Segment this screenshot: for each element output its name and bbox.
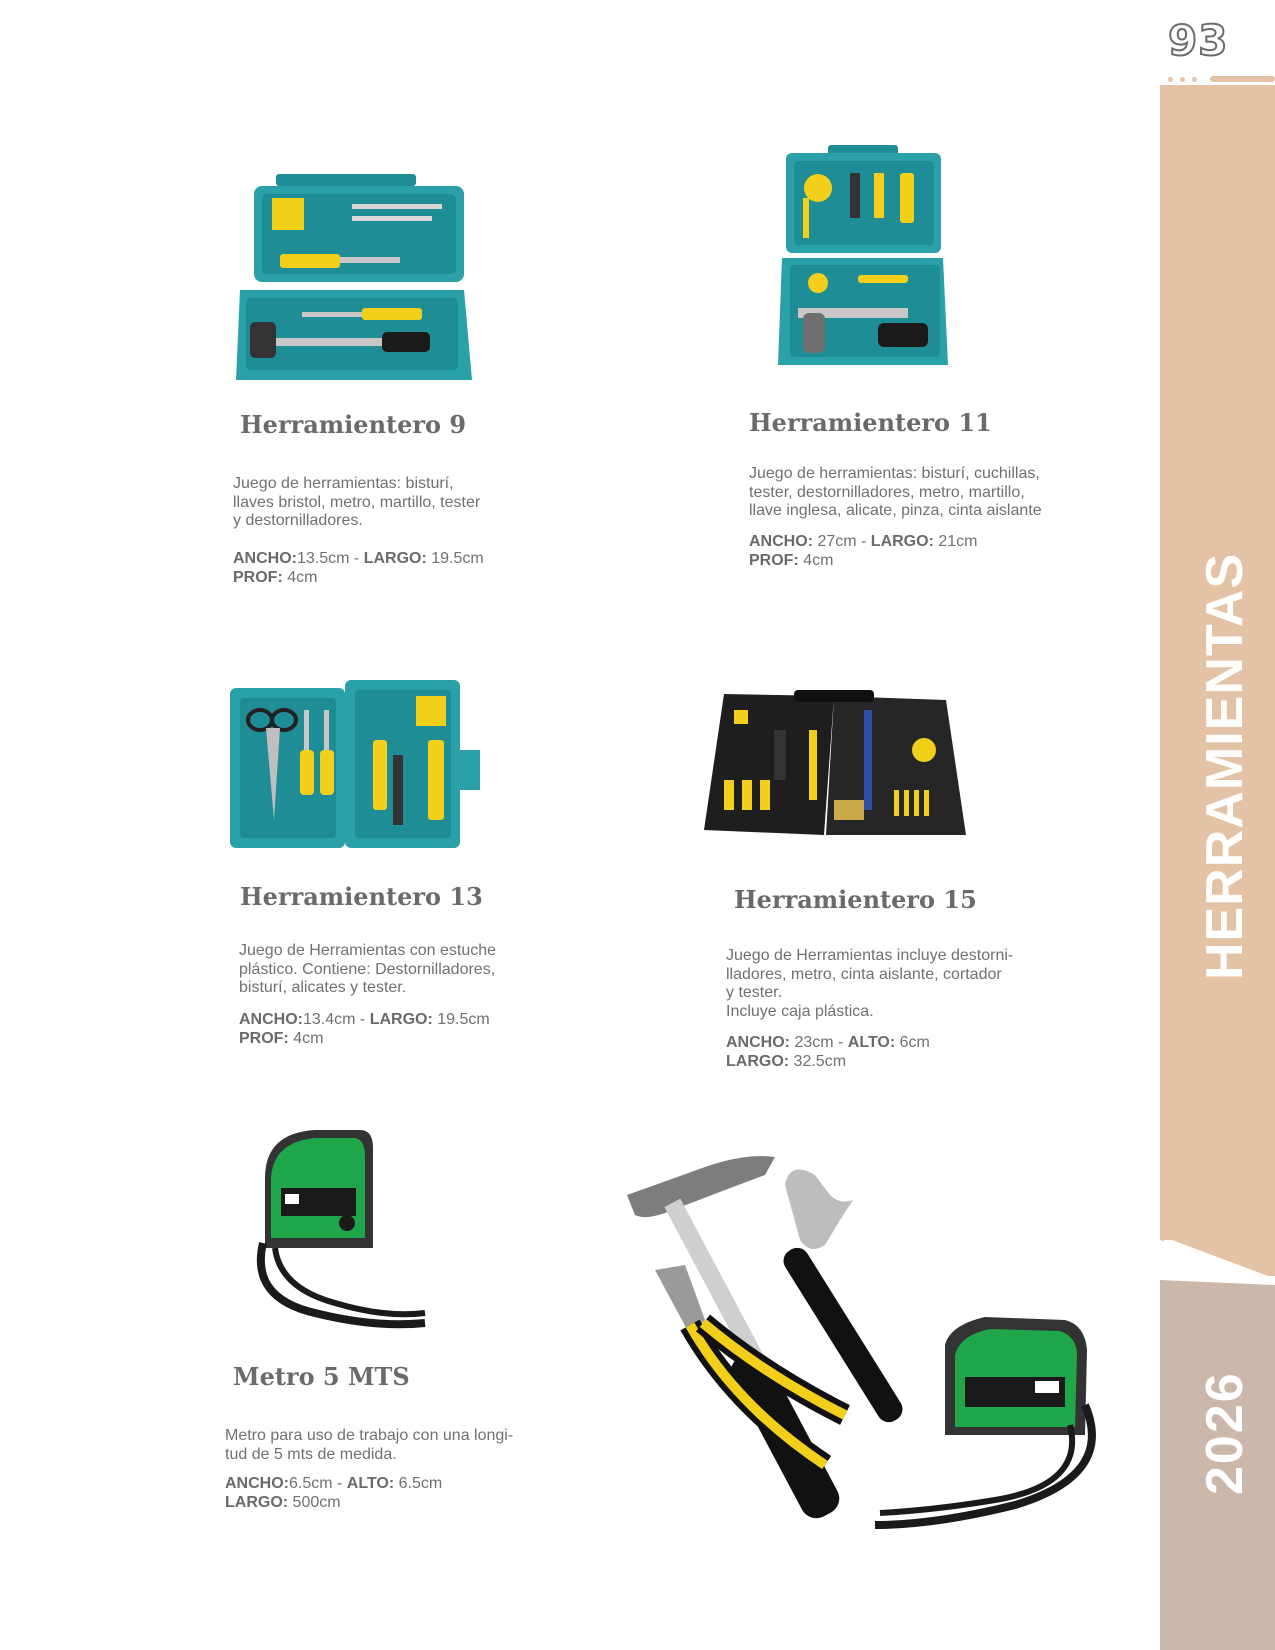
spec-label: PROF: [233, 569, 283, 586]
year-label: 2026 [1196, 1371, 1254, 1495]
section-label: HERRAMIENTAS [1196, 552, 1254, 980]
spec-label: LARGO: [726, 1053, 790, 1070]
spec-value: 6.5cm [394, 1475, 443, 1492]
product-specs [233, 549, 484, 587]
toolbox-11-image [778, 143, 963, 368]
product-description: Juego de herramientas: bisturí, cuchillas, tester, destornilladores, metro, martillo, llave inglesa, alicate, pinza, cinta aislante [749, 465, 1042, 519]
product-description: Metro para uso de trabajo con una longi- tud de 5 mts de medida. [225, 1427, 514, 1463]
spec-value: 13.5cm - [297, 550, 364, 567]
page-dot [1180, 77, 1185, 82]
spec-label: LARGO: [225, 1494, 289, 1511]
tape-measure-image [255, 1128, 435, 1338]
spec-label: ANCHO: [225, 1475, 289, 1492]
spec-label: ANCHO: [726, 1034, 790, 1051]
spec-value: 4cm [798, 552, 834, 569]
spec-value: 13.4cm - [303, 1011, 370, 1028]
spec-label: LARGO: [870, 533, 934, 550]
spec-value: 4cm [282, 569, 318, 586]
toolbox-9-image [232, 170, 472, 395]
spec-label: ANCHO: [233, 550, 297, 567]
product-specs [225, 1474, 442, 1512]
product-title: Herramientero 9 [240, 410, 467, 439]
sidebar-transition [1160, 1240, 1275, 1285]
toolbox-15-image [704, 690, 966, 840]
spec-value: 21cm [933, 533, 978, 550]
page-rule [1210, 76, 1275, 82]
product-specs [239, 1010, 490, 1048]
spec-label: PROF: [749, 552, 799, 569]
spec-value: 6cm [895, 1034, 930, 1051]
spec-label: ALTO: [847, 1034, 896, 1051]
tools-collage-image [615, 1145, 1105, 1565]
product-description: Juego de Herramientas incluye destorni- lladores, metro, cinta aislante, cortador y tester. Incluye caja plástica. [726, 947, 1014, 1020]
page-dot [1192, 77, 1197, 82]
spec-value: 27cm - [813, 533, 871, 550]
spec-label: LARGO: [363, 550, 427, 567]
page-dot [1168, 77, 1173, 82]
spec-label: ALTO: [346, 1475, 395, 1492]
spec-label: PROF: [239, 1030, 289, 1047]
spec-value: 23cm - [790, 1034, 848, 1051]
spec-label: ANCHO: [239, 1011, 303, 1028]
product-title: Herramientero 15 [734, 885, 977, 914]
product-specs [726, 1033, 930, 1071]
spec-value: 19.5cm [426, 550, 484, 567]
spec-label: ANCHO: [749, 533, 813, 550]
toolbox-13-image [228, 680, 483, 855]
product-description: Juego de herramientas: bisturí, llaves bristol, metro, martillo, tester y destornilladores. [233, 475, 481, 529]
spec-value: 4cm [288, 1030, 324, 1047]
spec-value: 500cm [288, 1494, 341, 1511]
product-title: Herramientero 13 [240, 882, 483, 911]
spec-value: 6.5cm - [289, 1475, 347, 1492]
spec-value: 32.5cm [789, 1053, 847, 1070]
product-title: Metro 5 MTS [233, 1362, 410, 1391]
page-number: 93 [1168, 16, 1229, 65]
spec-label: LARGO: [369, 1011, 433, 1028]
spec-value: 19.5cm [432, 1011, 490, 1028]
product-specs [749, 532, 977, 570]
product-description: Juego de Herramientas con estuche plástico. Contiene: Destornilladores, bisturí, alicates y tester. [239, 942, 497, 996]
product-title: Herramientero 11 [749, 408, 992, 437]
